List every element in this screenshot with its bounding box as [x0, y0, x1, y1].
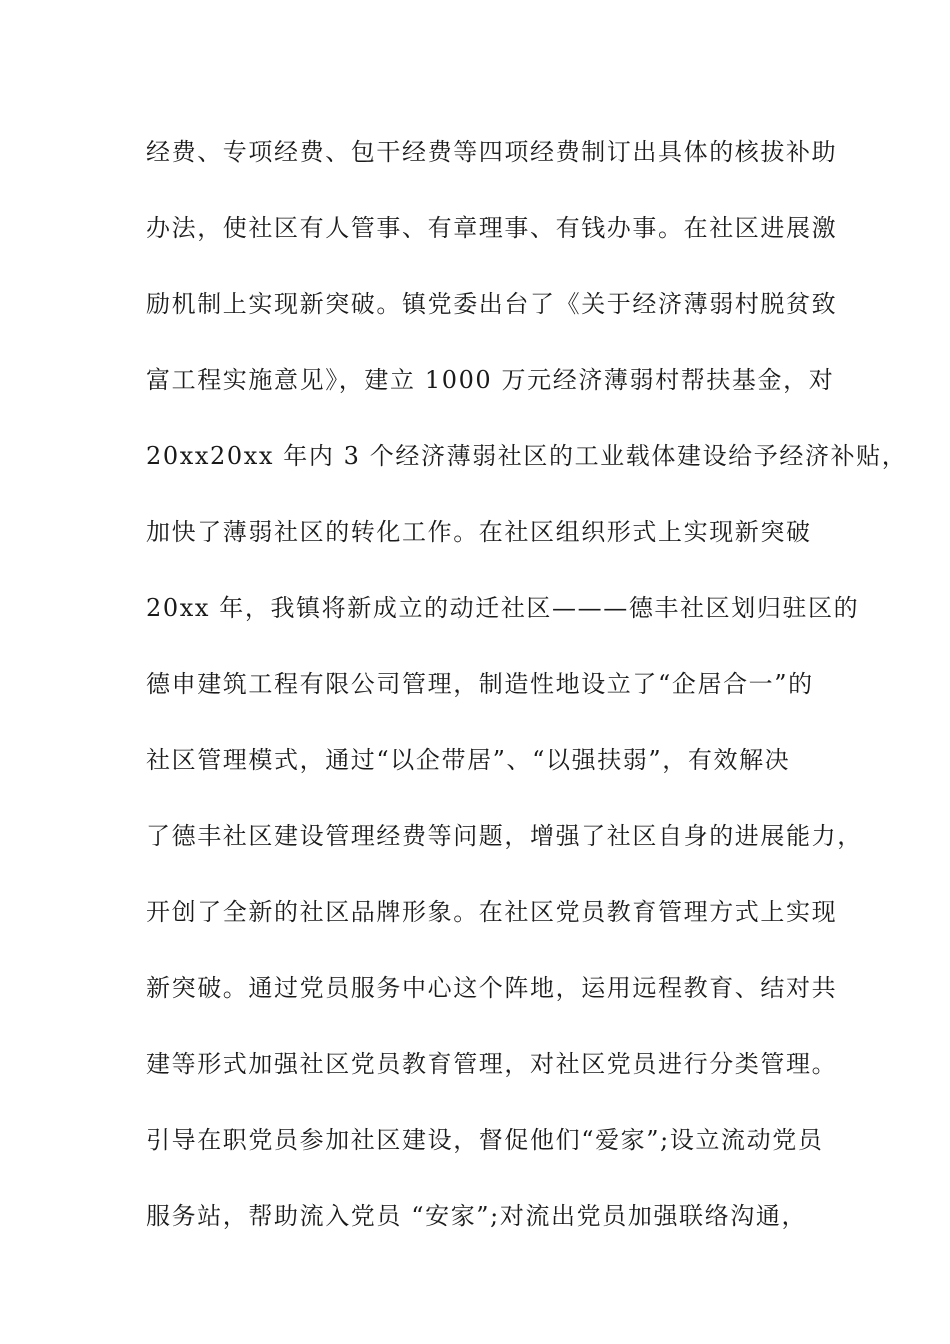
- text-line: 引导在职党员参加社区建设，督促他们“爱家”;设立流动党员: [146, 1126, 824, 1154]
- text-line: 富工程实施意见》，建立 1000 万元经济薄弱村帮扶基金，对: [146, 366, 835, 394]
- text-line: 新突破。通过党员服务中心这个阵地，运用远程教育、结对共: [146, 974, 838, 1002]
- text-line: 了德丰社区建设管理经费等问题，增强了社区自身的进展能力，: [146, 822, 863, 850]
- text-line: 励机制上实现新突破。镇党委出台了《关于经济薄弱村脱贫致: [146, 290, 838, 318]
- text-line: 德申建筑工程有限公司管理，制造性地设立了“企居合一”的: [146, 670, 814, 698]
- text-line: 加快了薄弱社区的转化工作。在社区组织形式上实现新突破: [146, 518, 812, 546]
- text-line: 开创了全新的社区品牌形象。在社区党员教育管理方式上实现: [146, 898, 838, 926]
- text-line: 建等形式加强社区党员教育管理，对社区党员进行分类管理。: [146, 1050, 838, 1078]
- text-line: 20xx 年，我镇将新成立的动迁社区———德丰社区划归驻区的: [146, 594, 860, 622]
- text-line: 服务站，帮助流入党员 “安家”;对流出党员加强联络沟通，: [146, 1202, 808, 1230]
- text-line: 办法，使社区有人管事、有章理事、有钱办事。在社区进展激: [146, 214, 838, 242]
- text-line: 20xx20xx 年内 3 个经济薄弱社区的工业载体建设给予经济补贴，: [146, 442, 908, 470]
- body-text: [146, 128, 908, 1268]
- text-line: 社区管理模式，通过“以企带居”、“以强扶弱”，有效解决: [146, 746, 791, 774]
- text-line: 经费、专项经费、包干经费等四项经费制订出具体的核拔补助: [146, 138, 838, 166]
